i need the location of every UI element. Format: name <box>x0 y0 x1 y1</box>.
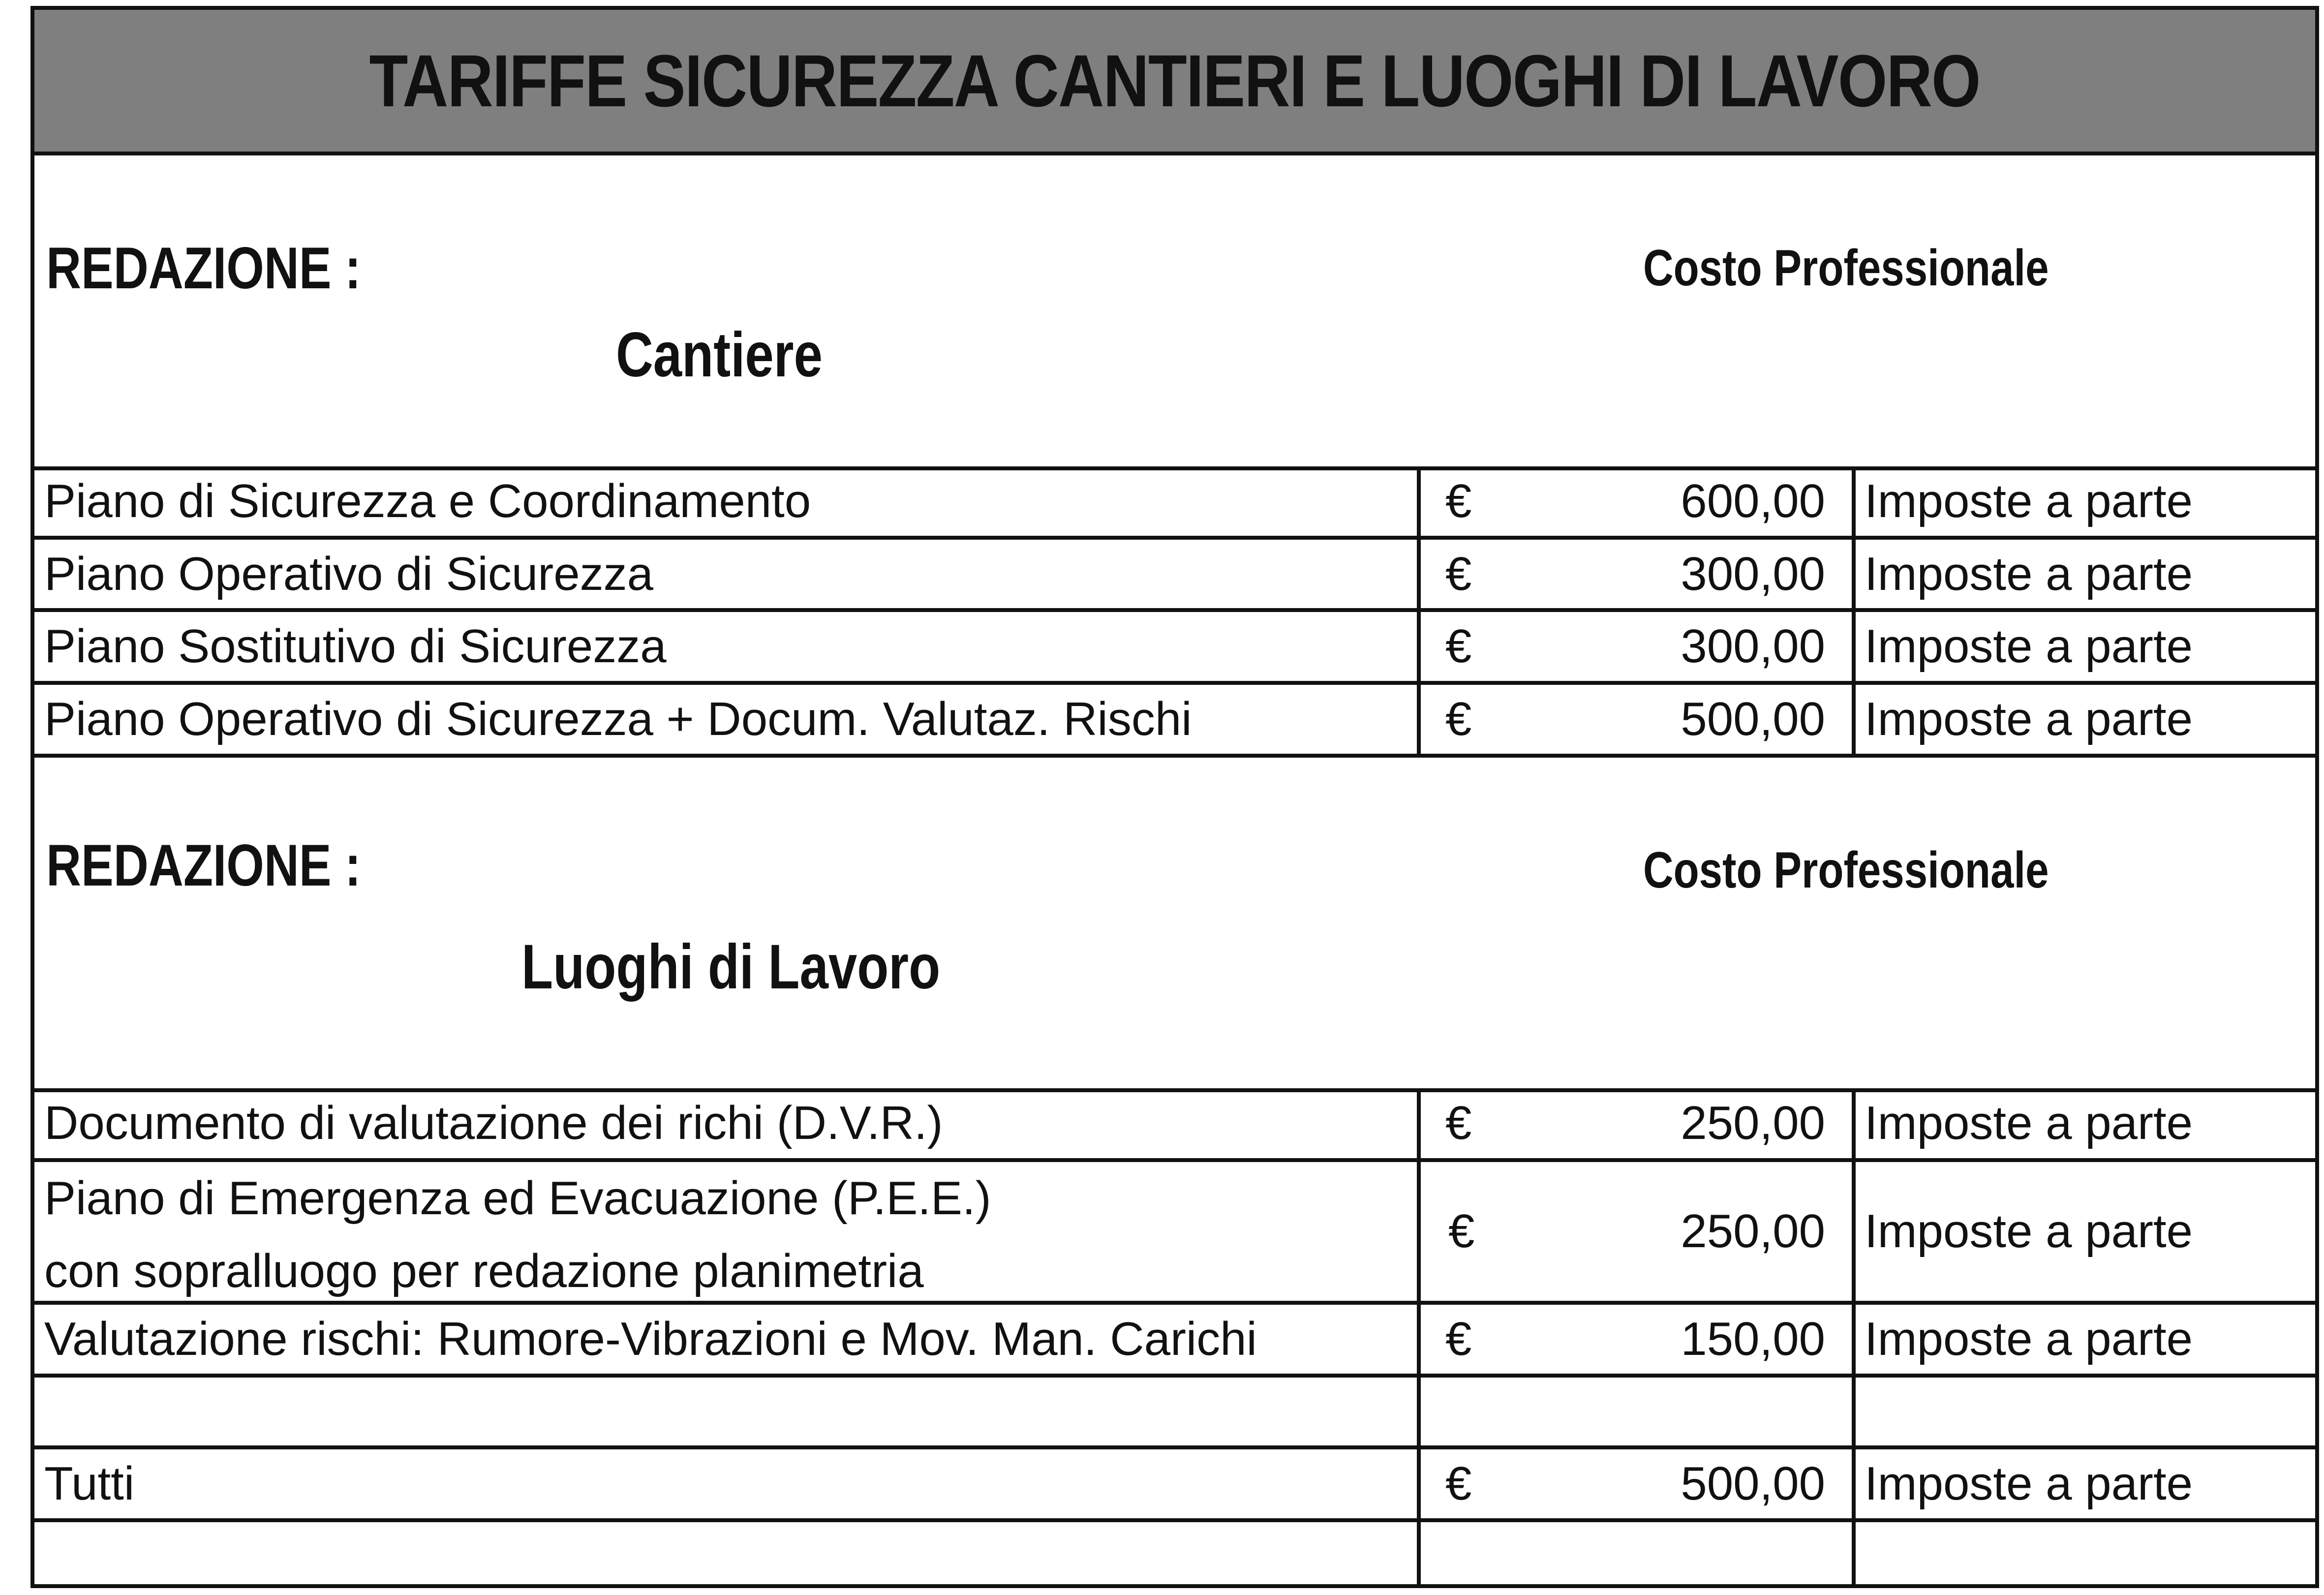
section-header-luoghi <box>34 758 2315 1092</box>
row-note <box>1856 1378 2315 1445</box>
row-amount-cell <box>1421 1449 1856 1518</box>
euro-symbol: € <box>1445 1097 1472 1149</box>
row-amount: 250,00 <box>1681 1205 1825 1258</box>
row-amount: 500,00 <box>1681 693 1825 745</box>
row-description <box>34 1162 1421 1301</box>
row-description-line1: Piano di Emergenza ed Evacuazione (P.E.E.) <box>44 1172 991 1225</box>
price-sheet <box>31 6 2319 1588</box>
euro-symbol: € <box>1445 548 1472 600</box>
table-row-total <box>34 1449 2315 1522</box>
row-description: Documento di valutazione dei richi (D.V.R.) <box>34 1088 1421 1158</box>
row-note: Imposte a parte <box>1865 1313 2193 1365</box>
page-title: TARIFFE SICUREZZA CANTIERI E LUOGHI DI LAVORO <box>369 39 1981 122</box>
row-description <box>34 1378 1421 1445</box>
redazione-label: REDAZIONE : <box>46 235 361 301</box>
row-description: Piano Sostitutivo di Sicurezza <box>34 612 1421 681</box>
subheading-luoghi: Luoghi di Lavoro <box>521 932 941 1002</box>
row-amount-cell <box>1421 685 1856 754</box>
table-row <box>34 1162 2315 1305</box>
table-row <box>34 1305 2315 1378</box>
row-amount-cell <box>1421 1088 1856 1158</box>
table-row-empty <box>34 1378 2315 1449</box>
cost-column-header: Costo Professionale <box>1643 240 2049 297</box>
redazione-label: REDAZIONE : <box>46 832 361 898</box>
row-amount: 150,00 <box>1681 1313 1825 1365</box>
row-description: Tutti <box>34 1449 1421 1518</box>
row-amount: 500,00 <box>1681 1457 1825 1510</box>
row-description <box>34 1522 1421 1588</box>
table-row-empty <box>34 1522 2315 1588</box>
row-description: Valutazione rischi: Rumore-Vibrazioni e Mov. Man. Carichi <box>34 1305 1421 1374</box>
euro-symbol: € <box>1445 620 1472 673</box>
cost-column-header: Costo Professionale <box>1643 842 2049 899</box>
row-amount: 300,00 <box>1681 620 1825 673</box>
row-note: Imposte a parte <box>1865 548 2193 600</box>
row-note: Imposte a parte <box>1865 475 2193 527</box>
row-amount: 600,00 <box>1681 475 1825 527</box>
row-note: Imposte a parte <box>1865 693 2193 745</box>
row-description-line2: con sopralluogo per redazione planimetria <box>44 1245 924 1297</box>
euro-symbol: € <box>1445 475 1472 527</box>
row-amount-cell <box>1421 1162 1856 1301</box>
row-amount-cell <box>1421 1522 1856 1588</box>
table-row <box>34 612 2315 685</box>
row-description: Piano di Sicurezza e Coordinamento <box>34 466 1421 536</box>
row-amount-cell <box>1421 466 1856 536</box>
table-row <box>34 685 2315 758</box>
euro-symbol: € <box>1445 1457 1472 1510</box>
row-description: Piano Operativo di Sicurezza <box>34 540 1421 608</box>
section-header-cantiere <box>34 155 2315 470</box>
euro-symbol: € <box>1445 1313 1472 1365</box>
euro-symbol: € <box>1445 693 1472 745</box>
subheading-cantiere: Cantiere <box>616 320 823 390</box>
row-description: Piano Operativo di Sicurezza + Docum. Valutaz. Rischi <box>34 685 1421 754</box>
row-amount-cell <box>1421 1305 1856 1374</box>
row-note: Imposte a parte <box>1865 1205 2193 1258</box>
table-row <box>34 1088 2315 1162</box>
row-amount-cell <box>1421 540 1856 608</box>
row-amount: 300,00 <box>1681 548 1825 600</box>
row-amount-cell <box>1421 1378 1856 1445</box>
row-note: Imposte a parte <box>1865 1457 2193 1510</box>
row-note <box>1856 1522 2315 1588</box>
table-row <box>34 540 2315 612</box>
row-note: Imposte a parte <box>1865 1097 2193 1149</box>
table-row <box>34 466 2315 540</box>
row-note: Imposte a parte <box>1865 620 2193 673</box>
euro-symbol: € <box>1448 1205 1475 1258</box>
title-bar <box>34 10 2315 155</box>
row-amount-cell <box>1421 612 1856 681</box>
row-amount: 250,00 <box>1681 1097 1825 1149</box>
